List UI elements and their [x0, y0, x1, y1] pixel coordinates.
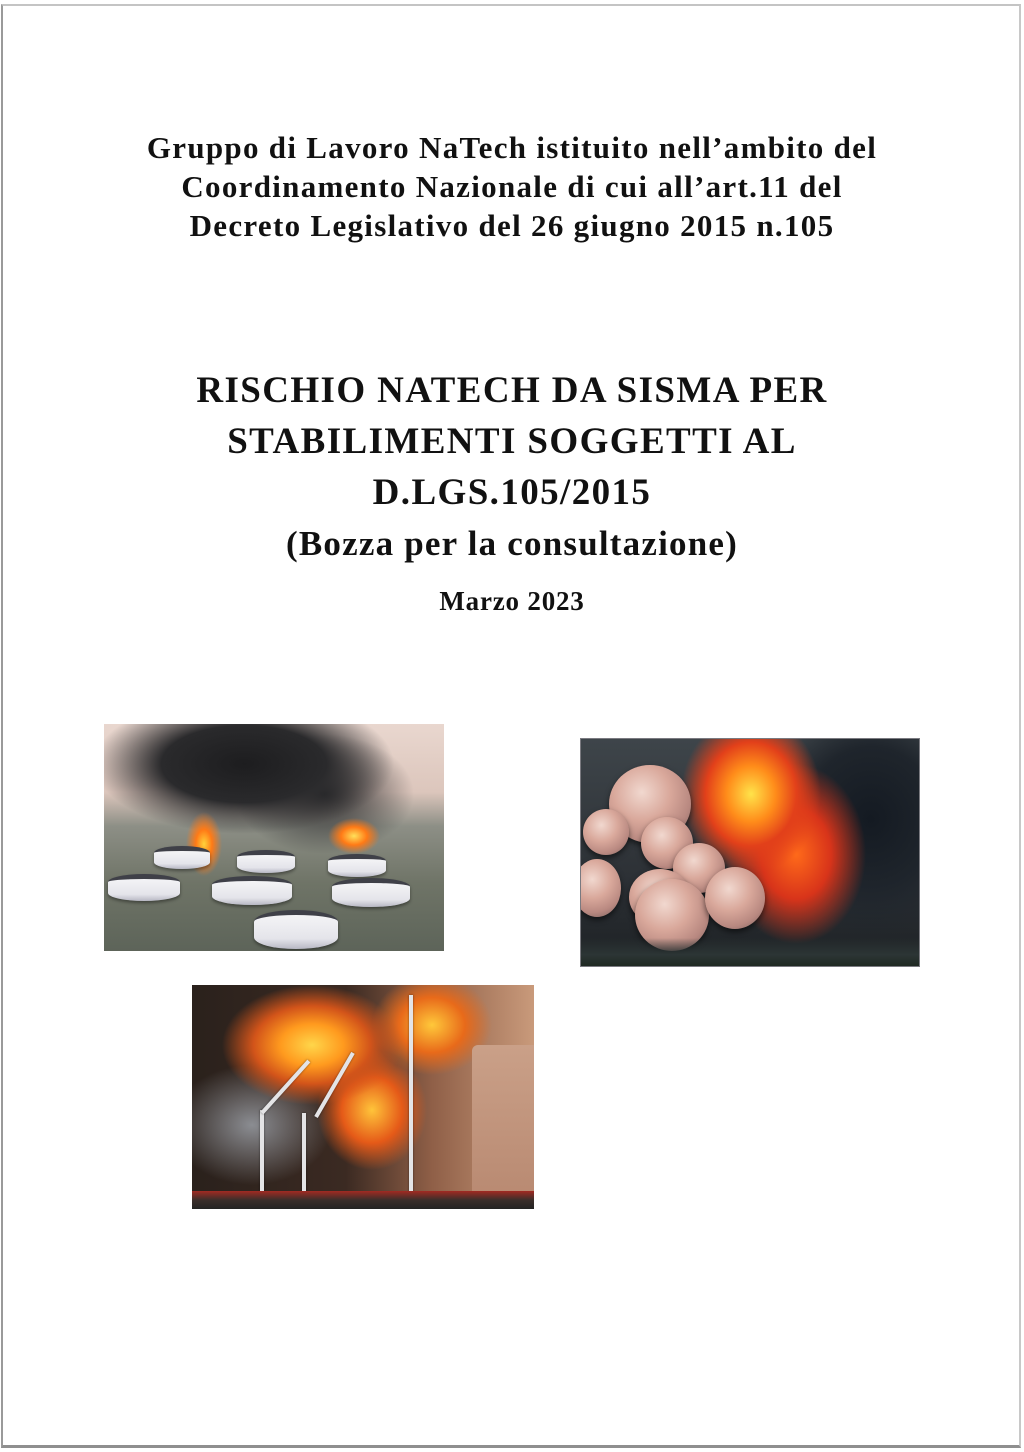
- header-line-2: Coordinamento Nazionale di cui all’art.11 del: [181, 169, 843, 204]
- spherical-tank: [705, 867, 765, 929]
- header-line-3: Decreto Legislativo del 26 giugno 2015 n.105: [189, 208, 835, 243]
- document-title: [0, 365, 1024, 518]
- title-line-3: D.LGS.105/2015: [372, 472, 652, 513]
- aerial-boom: [302, 1113, 306, 1197]
- working-group-header: [0, 128, 1024, 245]
- document-date: Marzo 2023: [439, 586, 585, 616]
- document-subtitle: (Bozza per la consultazione): [286, 524, 738, 563]
- tank-fire-water-cannons-photo: [192, 985, 534, 1209]
- storage-tank: [212, 876, 292, 905]
- ground-structure: [581, 938, 919, 966]
- spherical-tank: [580, 859, 621, 917]
- header-line-1: Gruppo di Lavoro NaTech istituito nell’ambito del: [146, 130, 878, 165]
- storage-tank: [237, 850, 295, 873]
- spherical-tank: [583, 809, 629, 855]
- title-line-2: STABILIMENTI SOGGETTI AL: [227, 421, 797, 462]
- storage-tank: [332, 878, 410, 907]
- aerial-boom: [261, 1060, 311, 1115]
- storage-tank-wall: [472, 1045, 534, 1195]
- storage-tank: [108, 874, 180, 901]
- ground: [192, 1191, 534, 1209]
- oil-tank-farm-fire-photo: [104, 724, 444, 951]
- storage-tank: [154, 846, 210, 869]
- title-line-1: RISCHIO NATECH DA SISMA PER: [196, 370, 828, 411]
- aerial-boom: [260, 1110, 264, 1195]
- aerial-boom: [314, 1052, 354, 1118]
- storage-tank: [328, 854, 386, 877]
- storage-tank: [254, 910, 338, 949]
- spherical-tanks-fire-photo: [580, 738, 920, 967]
- aerial-boom: [409, 995, 413, 1195]
